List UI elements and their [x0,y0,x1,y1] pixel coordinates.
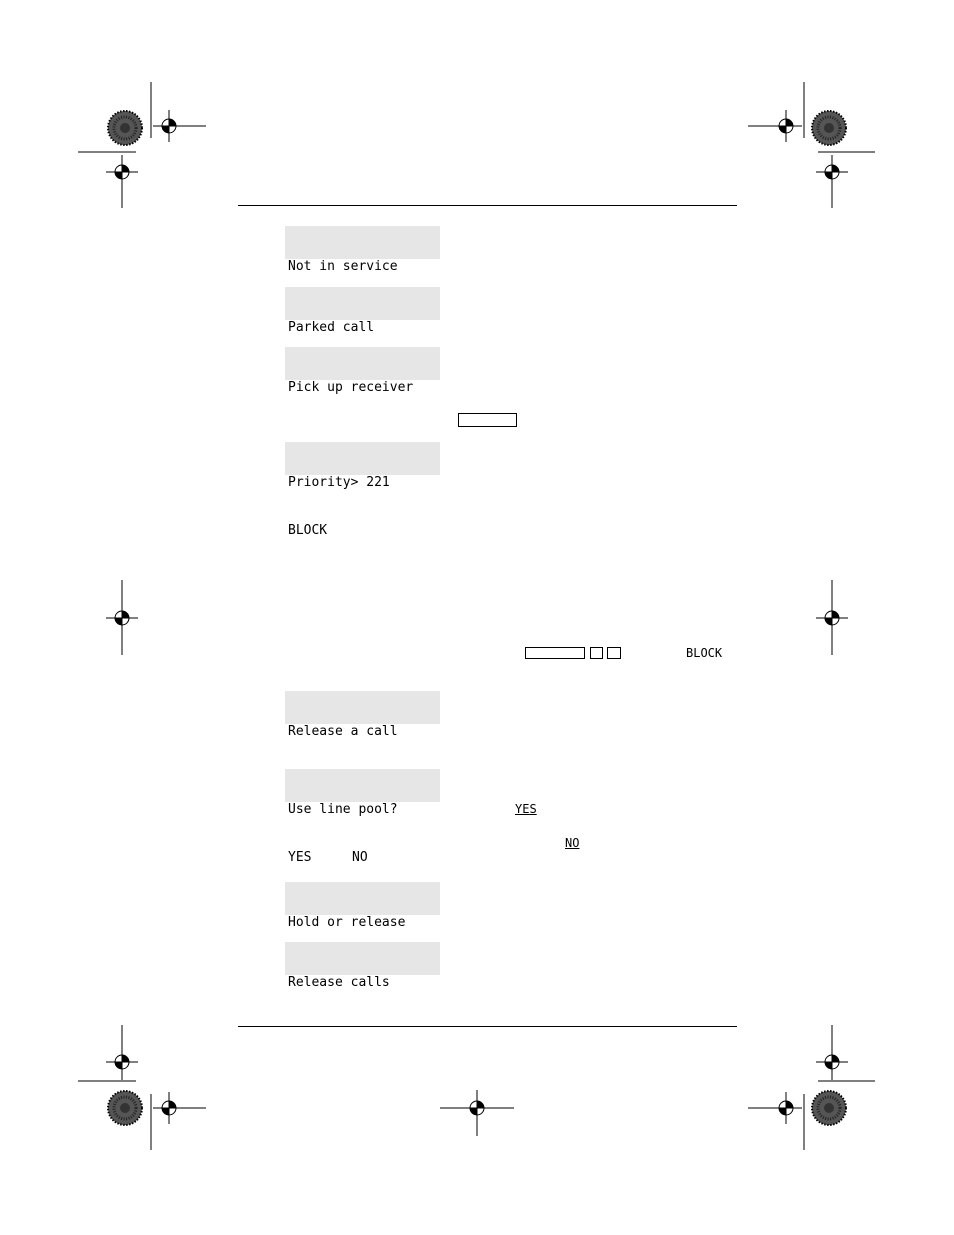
display-parked-call [285,287,440,335]
crosshair-mark [461,1092,493,1124]
yes-option[interactable]: YES [288,850,312,865]
starburst-mark-top-right [812,111,846,145]
crosshair-mark [106,1046,138,1078]
crosshair-mark [816,1046,848,1078]
starburst-mark-top-left [108,111,142,145]
crosshair-mark [106,156,138,188]
crosshair-mark [770,110,802,142]
starburst-mark-bottom-left [108,1091,142,1125]
dialpad-key[interactable] [607,647,621,659]
no-option[interactable]: NO [352,850,368,865]
display-release-calls [285,942,440,990]
header-rule [238,205,737,206]
starburst-mark-bottom-right [812,1091,846,1125]
block-option[interactable]: BLOCK [288,523,328,538]
crosshair-mark [153,110,185,142]
block-label: BLOCK [686,646,723,660]
yes-label: YES [515,802,537,816]
crosshair-mark [770,1092,802,1124]
dialpad-key[interactable] [590,647,603,659]
no-label: NO [565,836,580,850]
display-line-1: Use line pool? [288,802,398,817]
display-line-1: Not in service [288,259,398,274]
display-line-1: Pick up receiver [288,380,414,395]
display-priority [285,442,440,538]
feature-key-button[interactable] [525,647,585,659]
display-line-2 [288,850,437,866]
display-line-1: Release calls [288,975,390,990]
crosshair-mark [816,602,848,634]
crosshair-mark [153,1092,185,1124]
crosshair-mark [816,156,848,188]
display-hold-or-release [285,882,440,930]
display-release-a-call [285,691,440,739]
display-line-1: Priority> 221 [288,475,390,490]
display-pick-up-receiver [285,347,440,395]
crosshair-mark [106,602,138,634]
display-line-1: Release a call [288,724,398,739]
feature-key-button[interactable] [458,413,517,427]
display-line-1: Hold or release [288,915,406,930]
display-use-line-pool [285,769,440,865]
footer-rule [238,1026,737,1027]
display-line-1: Parked call [288,320,375,335]
display-not-in-service [285,226,440,274]
